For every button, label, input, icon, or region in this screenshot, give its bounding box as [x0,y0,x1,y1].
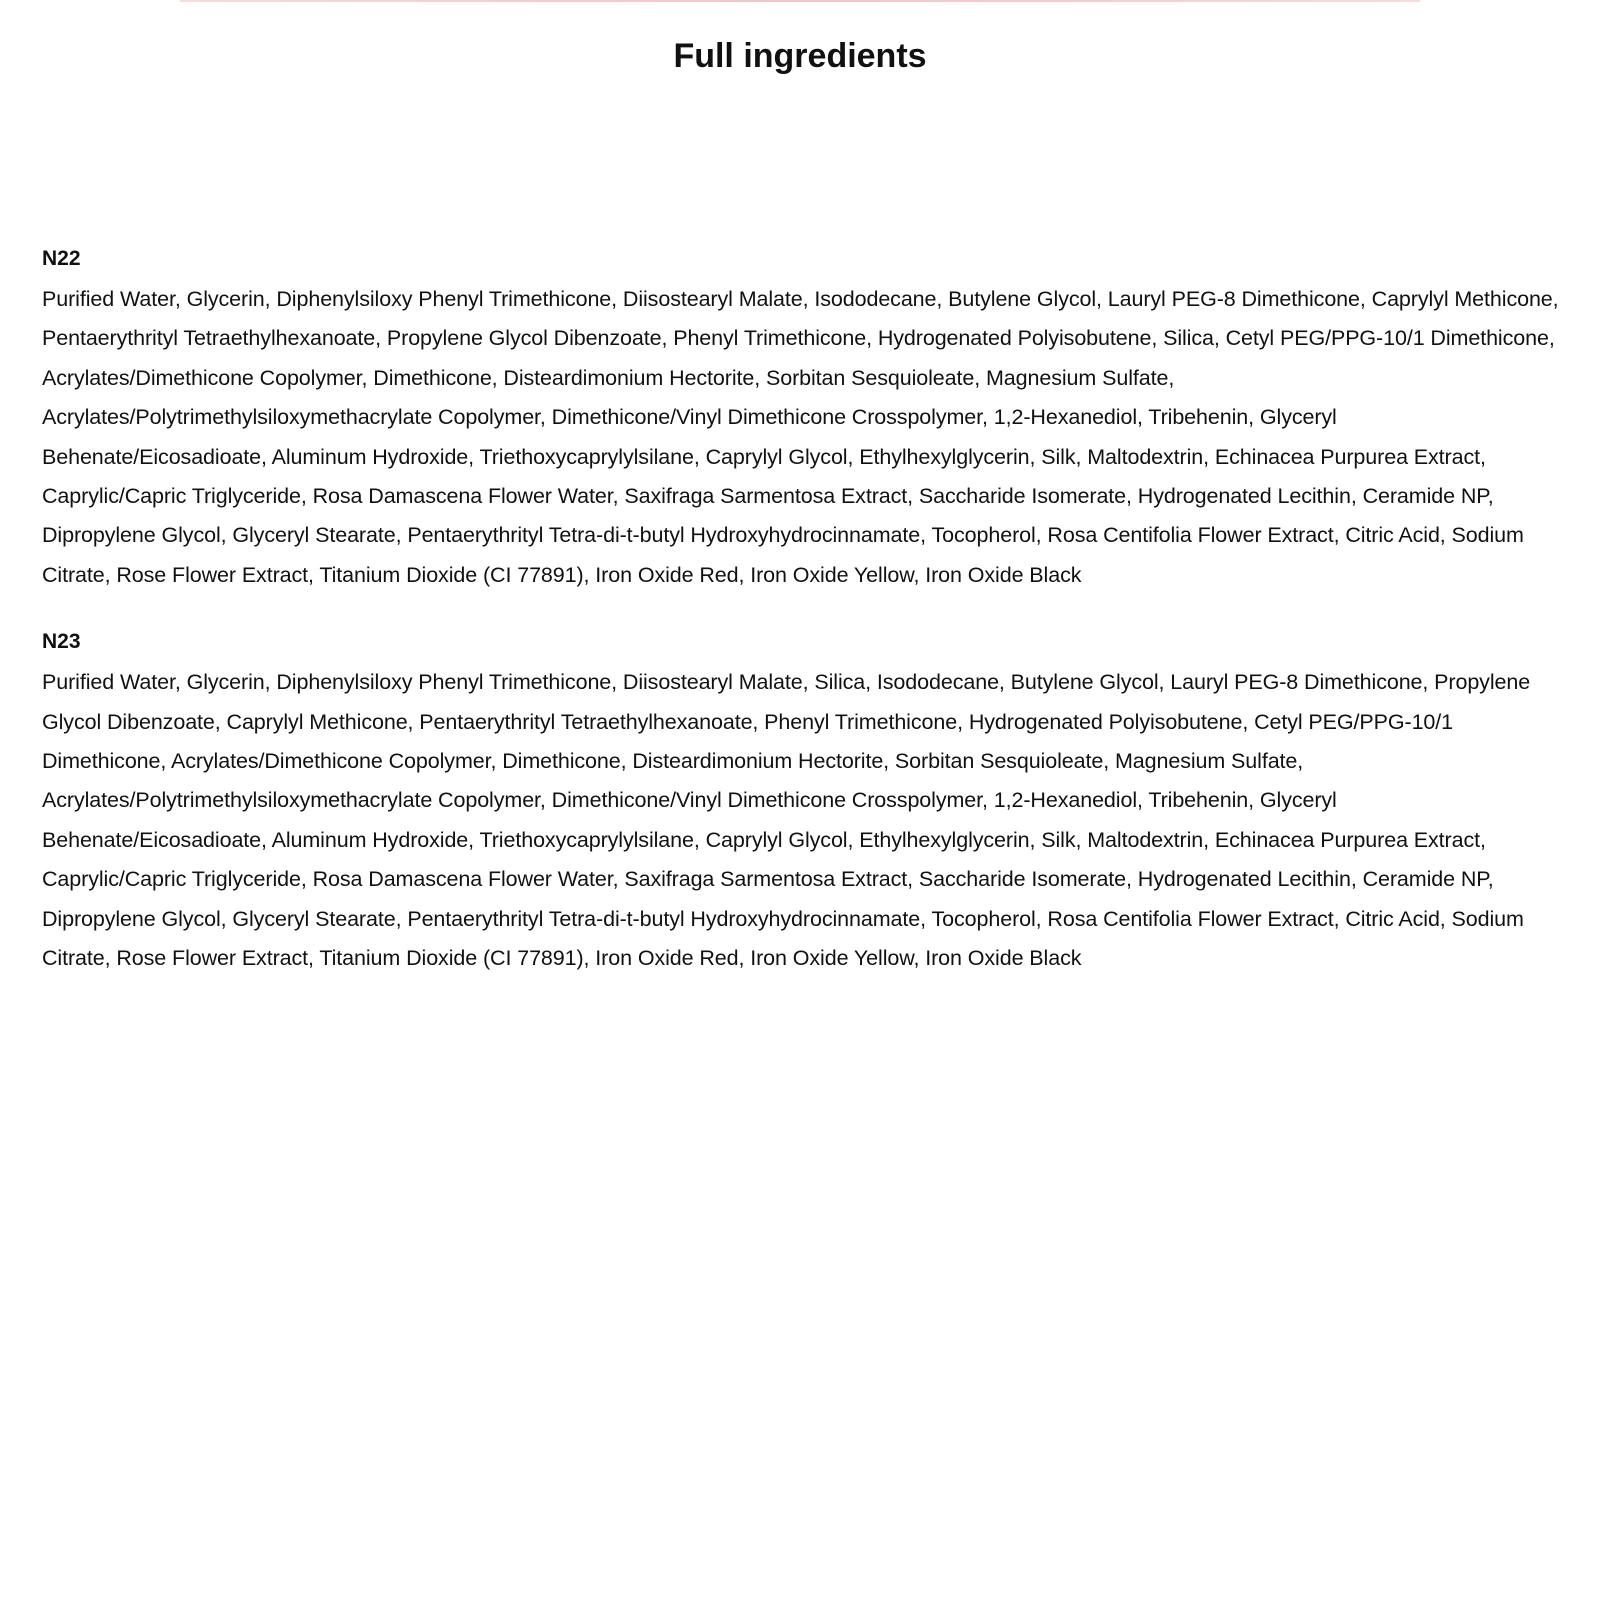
ingredients-content [42,244,1562,1011]
page-title: Full ingredients [673,37,927,75]
shade-heading: N22 [42,247,81,270]
shade-heading: N23 [42,630,81,654]
top-divider [180,0,1420,2]
ingredients-list: Purified Water, Glycerin, Diphenylsiloxy Phenyl Trimethicone, Diisostearyl Malate, Isododecane, Butylene Glycol, Lauryl PEG-8 Dimethicone, Caprylyl Methicone, Pentaerythrityl Tetraethylhexanoate, Propylene Glycol Dibenzoate, Phenyl Trimethicone, Hydrogenated Polyisobutene, Silica, Cetyl PEG/PPG-10/1 Dimethicone, Acrylates/Dimethicone Copolymer, Dimethicone, Disteardimonium Hectorite, Sorbitan Sesquioleate, Magnesium Sulfate, Acrylates/Polytrimethylsiloxymethacrylate Copolymer, Dimethicone/Vinyl Dimethicone Crosspolymer, 1,2-Hexanediol, Tribehenin, Glyceryl Behenate/Eicosadioate, Aluminum Hydroxide, Triethoxycaprylylsilane, Caprylyl Glycol, Ethylhexylglycerin, Silk, Maltodextrin, Echinacea Purpurea Extract, Caprylic/Capric Triglyceride, Rosa Damascena Flower Water, Saxifraga Sarmentosa Extract, Saccharide Isomerate, Hydrogenated Lecithin, Ceramide NP, Dipropylene Glycol, Glyceryl Stearate, Pentaerythrityl Tetra-di-t-butyl Hydroxyhydrocinnamate, Tocopherol, Rosa Centifolia Flower Extract, Citric Acid, Sodium Citrate, Rose Flower Extract, Titanium Dioxide (CI 77891), Iron Oxide Red, Iron Oxide Yellow, Iron Oxide Black [42,287,1559,587]
ingredients-list: Purified Water, Glycerin, Diphenylsiloxy Phenyl Trimethicone, Diisostearyl Malate, Silica, Isododecane, Butylene Glycol, Lauryl PEG-8 Dimethicone, Propylene Glycol Dibenzoate, Caprylyl Methicone, Pentaerythrityl Tetraethylhexanoate, Phenyl Trimethicone, Hydrogenated Polyisobutene, Cetyl PEG/PPG-10/1 Dimethicone, Acrylates/Dimethicone Copolymer, Dimethicone, Disteardimonium Hectorite, Sorbitan Sesquioleate, Magnesium Sulfate, Acrylates/Polytrimethylsiloxymethacrylate Copolymer, Dimethicone/Vinyl Dimethicone Crosspolymer, 1,2-Hexanediol, Tribehenin, Glyceryl Behenate/Eicosadioate, Aluminum Hydroxide, Triethoxycaprylylsilane, Caprylyl Glycol, Ethylhexylglycerin, Silk, Maltodextrin, Echinacea Purpurea Extract, Caprylic/Capric Triglyceride, Rosa Damascena Flower Water, Saxifraga Sarmentosa Extract, Saccharide Isomerate, Hydrogenated Lecithin, Ceramide NP, Dipropylene Glycol, Glyceryl Stearate, Pentaerythrityl Tetra-di-t-butyl Hydroxyhydrocinnamate, Tocopherol, Rosa Centifolia Flower Extract, Citric Acid, Sodium Citrate, Rose Flower Extract, Titanium Dioxide (CI 77891), Iron Oxide Red, Iron Oxide Yellow, Iron Oxide Black [42,670,1531,971]
shade-section-n23 [42,627,1562,978]
shade-section-n22 [42,244,1562,595]
